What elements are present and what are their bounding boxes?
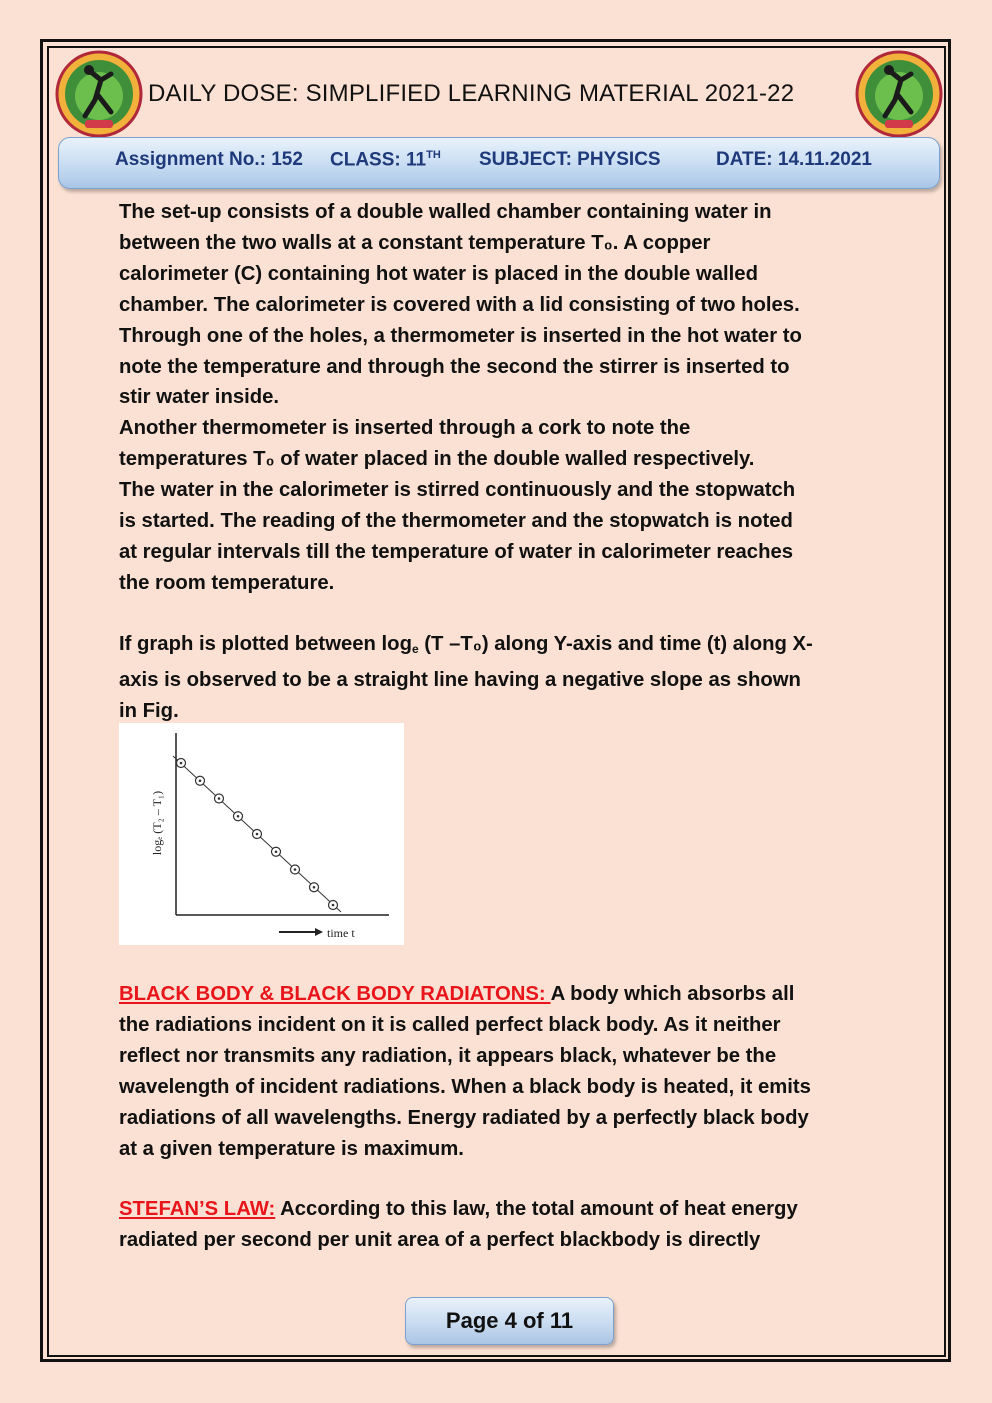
stefan-law-section (119, 1194, 919, 1256)
class-superscript: TH (426, 149, 441, 161)
class-label (330, 149, 441, 171)
setup-description (119, 197, 919, 599)
text-line: Another thermometer is inserted through a cork to note the (119, 417, 691, 440)
data-point-center (313, 886, 316, 889)
graph-description (119, 629, 919, 727)
black-body-section (119, 979, 919, 1164)
text-fragment: (T –T₀) along Y-axis and time (t) along X- (418, 633, 813, 655)
text-fragment: If graph is plotted between log (119, 633, 412, 655)
text-line: wavelength of incident radiations. When a black body is heated, it emits (119, 1075, 811, 1098)
text-line: is started. The reading of the thermometer and the stopwatch is noted (119, 510, 793, 533)
class-value: CLASS: 11 (330, 149, 427, 171)
text-line: note the temperature and through the second the stirrer is inserted to (119, 355, 790, 378)
data-point-center (199, 779, 202, 782)
x-axis-label: time t (327, 926, 355, 940)
data-point-center (237, 815, 240, 818)
cooling-graph (119, 723, 404, 945)
y-axis-label: logₑ (T₂ – T₁) (150, 790, 164, 856)
text-line: at regular intervals till the temperature of water in calorimeter reaches (119, 540, 794, 563)
page-title: DAILY DOSE: SIMPLIFIED LEARNING MATERIAL 2021-22 (148, 80, 795, 107)
text-line: calorimeter (C) containing hot water is placed in the double walled (119, 262, 758, 285)
data-point-center (218, 797, 221, 800)
text-line: the room temperature. (119, 571, 335, 594)
page-indicator: Page 4 of 11 (405, 1297, 614, 1345)
text-line: in Fig. (119, 699, 179, 722)
assignment-bar (58, 137, 940, 189)
school-emblem-icon (855, 50, 943, 138)
data-point-center (180, 762, 183, 765)
text-line: reflect nor transmits any radiation, it appears black, whatever be the (119, 1044, 777, 1067)
text-line: between the two walls at a constant temperature T₀. A copper (119, 231, 711, 254)
date-label: DATE: 14.11.2021 (716, 149, 872, 170)
text-line: stir water inside. (119, 386, 280, 409)
data-point-center (256, 833, 259, 836)
text-line: axis is observed to be a straight line having a negative slope as shown (119, 668, 801, 691)
text-line (119, 629, 919, 665)
assignment-number: Assignment No.: 152 (115, 149, 303, 170)
text-line: the radiations incident on it is called perfect black body. As it neither (119, 1013, 781, 1036)
text-line (119, 979, 919, 1010)
data-point-center (332, 904, 335, 907)
text-line: radiated per second per unit area of a perfect blackbody is directly (119, 1228, 761, 1251)
text-line: radiations of all wavelengths. Energy radiated by a perfectly black body (119, 1106, 809, 1129)
text-fragment: A body which absorbs all (550, 983, 795, 1005)
text-line: at a given temperature is maximum. (119, 1137, 464, 1160)
data-point-center (294, 868, 297, 871)
x-arrow-head (315, 928, 323, 936)
stefan-law-heading: STEFAN’S LAW: (119, 1198, 276, 1220)
text-line (119, 1194, 919, 1225)
text-line: The water in the calorimeter is stirred continuously and the stopwatch (119, 479, 796, 502)
data-point-center (275, 850, 278, 853)
text-fragment: According to this law, the total amount of heat energy (275, 1198, 798, 1220)
text-line: The set-up consists of a double walled chamber containing water in (119, 201, 772, 223)
black-body-heading: BLACK BODY & BLACK BODY RADIATONS: (119, 983, 551, 1005)
log-subscript: e (411, 642, 419, 656)
text-line: chamber. The calorimeter is covered with a lid consisting of two holes. (119, 293, 800, 316)
text-line: Through one of the holes, a thermometer is inserted in the hot water to (119, 324, 802, 347)
school-emblem-icon (55, 50, 143, 138)
text-line: temperatures T₀ of water placed in the double walled respectively. (119, 448, 755, 471)
subject-label: SUBJECT: PHYSICS (479, 149, 661, 170)
